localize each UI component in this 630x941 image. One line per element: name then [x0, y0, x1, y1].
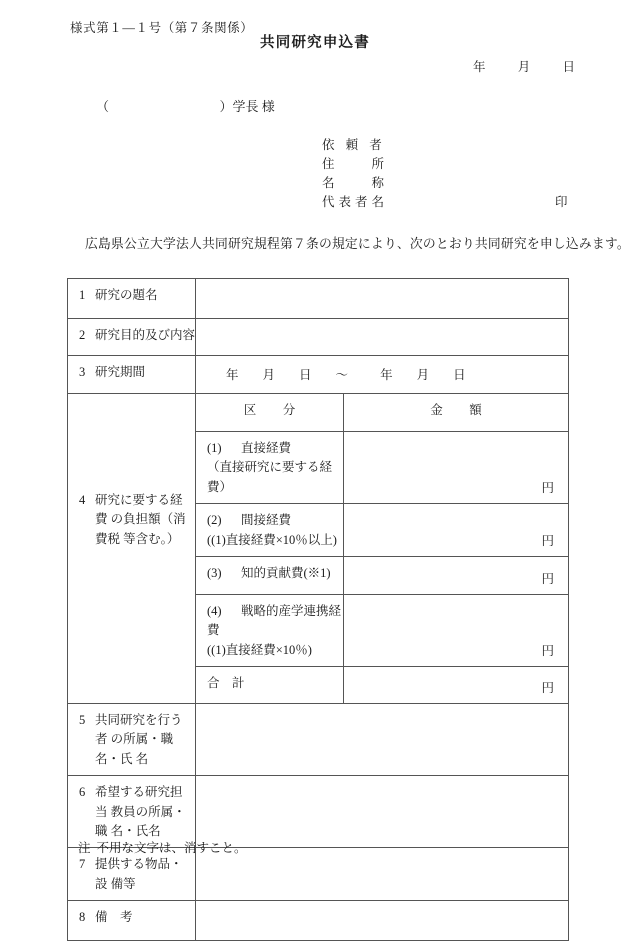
address-row: [322, 155, 572, 174]
row5-label-line2: の所属・職名・氏: [95, 732, 174, 766]
expense-2-label-cell: [196, 504, 344, 557]
applicant-block: [322, 136, 572, 212]
row7-label-line2: 備等: [110, 876, 136, 891]
row1-input-cell[interactable]: [196, 279, 569, 319]
row7-index: 7: [79, 857, 86, 872]
row4-index: 4: [79, 493, 86, 507]
addressee-line: [96, 96, 275, 115]
expense-total-amount: [344, 667, 568, 680]
date-year-label: 年: [472, 60, 486, 74]
row4-label-cell: [68, 394, 196, 704]
row3-input-cell[interactable]: [196, 356, 569, 394]
row2-label: 研究目的及び内容: [95, 328, 196, 342]
seal-mark: 印: [555, 195, 568, 209]
row7-input-cell[interactable]: [196, 848, 569, 901]
organization-name-label: 名 称: [322, 176, 389, 190]
table-row-purpose: [68, 319, 569, 356]
expense-4-amount-cell[interactable]: [344, 594, 569, 666]
address-label: 住 所: [322, 157, 389, 171]
footer-note-index: 注: [78, 841, 91, 855]
period-end-year: 年: [380, 368, 393, 382]
row1-value: [196, 279, 568, 292]
row4-label-line2: の負担額（消費税: [95, 512, 186, 546]
date-month-label: 月: [517, 60, 531, 74]
date-day-label: 日: [562, 60, 575, 74]
addressee-paren-open: （: [96, 99, 110, 114]
requester-row: [322, 136, 572, 155]
row6-label-line2: 教員の所属・職: [95, 804, 186, 838]
row8-label: 備 考: [95, 910, 133, 924]
expense-1-amount: [344, 432, 568, 445]
row3-index: 3: [79, 365, 86, 379]
page-title: 共同研究申込書: [260, 35, 370, 51]
period-start-year: 年: [226, 368, 239, 382]
expense-1-amount-cell[interactable]: [344, 432, 569, 504]
expense-2-amount-cell[interactable]: [344, 504, 569, 557]
representative-label: 代表者名: [322, 195, 389, 209]
expense-3-amount: [344, 557, 568, 570]
expense-1-line1: 直接経費: [241, 441, 292, 455]
row6-label-cell: [68, 776, 196, 848]
row4-label-line3: 等含む。）: [123, 531, 180, 546]
row7-value: [196, 848, 568, 861]
expense-2-line1: 間接経費: [241, 513, 292, 528]
expense-kingaku-header: [344, 394, 569, 432]
row2-input-cell[interactable]: [196, 319, 569, 356]
expense-1-num: (1): [207, 441, 222, 455]
organization-name-row: [322, 174, 572, 193]
expense-1-line2: （直接研究に要する経費）: [207, 460, 333, 494]
row2-label-cell: [68, 319, 196, 356]
table-row-title: [68, 279, 569, 319]
intro-paragraph: 広島県公立大学法人共同研究規程第７条の規定により、次のとおり共同研究を申し込みます。: [85, 237, 630, 251]
row1-label: 研究の題名: [95, 288, 158, 302]
footer-note-text: 不用な文字は、消すこと。: [96, 841, 247, 855]
table-row-period: [68, 356, 569, 394]
expense-4-line2: ((1)直接経費×10％): [207, 642, 312, 657]
table-row-desired-faculty: [68, 776, 569, 848]
expense-3-line1: 知的貢献費(※1): [241, 565, 331, 580]
expense-total-amount-cell[interactable]: [344, 667, 569, 704]
date-line: [473, 57, 575, 75]
row1-label-cell: [68, 279, 196, 319]
expense-2-num: (2): [207, 513, 222, 528]
addressee-suffix: ）学長 様: [219, 99, 275, 114]
row7-label-line1: 提供する物品・設: [95, 857, 183, 891]
expense-4-num: (4): [207, 603, 222, 618]
row5-index: 5: [79, 713, 86, 727]
expense-2-amount: [344, 504, 568, 517]
row5-label-line3: 名: [135, 751, 149, 766]
table-row-expense-head: [68, 394, 569, 432]
period-end-month: 月: [416, 368, 430, 382]
expense-1-unit: 円: [541, 481, 554, 496]
expense-4-line1: 戦略的産学連携経費: [207, 603, 342, 638]
row6-index: 6: [79, 785, 86, 800]
footer-note: [78, 838, 247, 856]
row8-index: 8: [79, 910, 86, 924]
row8-label-cell: [68, 901, 196, 941]
row8-value: [196, 901, 568, 914]
period-range-mark: ～: [335, 368, 349, 382]
expense-3-unit: 円: [541, 571, 554, 586]
row6-label-line1: 希望する研究担当: [95, 785, 183, 819]
expense-1-label-cell: [196, 432, 344, 504]
table-row-participants: [68, 704, 569, 776]
expense-3-amount-cell[interactable]: [344, 556, 569, 594]
expense-kingaku-header-label: 金 額: [430, 403, 489, 417]
row6-label-line3: 名・氏名: [110, 823, 161, 838]
row6-value: [196, 776, 568, 789]
expense-4-unit: 円: [541, 644, 554, 658]
expense-2-line2: ((1)直接経費×10％以上): [207, 532, 337, 547]
row5-label-line1: 共同研究を行う者: [95, 713, 183, 747]
row3-label-cell: [68, 356, 196, 394]
row2-value: [196, 319, 568, 332]
expense-total-label-cell: [196, 667, 344, 704]
row6-input-cell[interactable]: [196, 776, 569, 848]
row8-input-cell[interactable]: [196, 901, 569, 941]
requester-label: 依 頼 者: [322, 138, 386, 152]
row4-label-line1: 研究に要する経費: [95, 493, 183, 527]
expense-2-unit: 円: [541, 533, 554, 548]
row1-index: 1: [79, 288, 86, 302]
expense-3-num: (3): [207, 565, 222, 580]
row5-label-cell: [68, 704, 196, 776]
expense-kubun-header-label: 区 分: [243, 403, 303, 417]
row5-input-cell[interactable]: [196, 704, 569, 776]
row3-label: 研究期間: [95, 365, 146, 379]
table-row-remarks: [68, 901, 569, 941]
representative-row: [322, 193, 572, 212]
period-start-month: 月: [262, 368, 276, 382]
expense-4-amount: [344, 595, 568, 608]
expense-3-label-cell: [196, 556, 344, 594]
expense-kubun-header: [196, 394, 344, 432]
expense-total-unit: 円: [541, 681, 554, 695]
expense-total-label: 合 計: [207, 676, 245, 690]
expense-4-label-cell: [196, 594, 344, 666]
form-number: 様式第１—１号（第７条関係）: [70, 21, 254, 35]
row2-index: 2: [79, 328, 86, 342]
row5-value: [196, 704, 568, 717]
period-start-day: 日: [299, 368, 312, 382]
period-end-day: 日: [453, 368, 466, 382]
